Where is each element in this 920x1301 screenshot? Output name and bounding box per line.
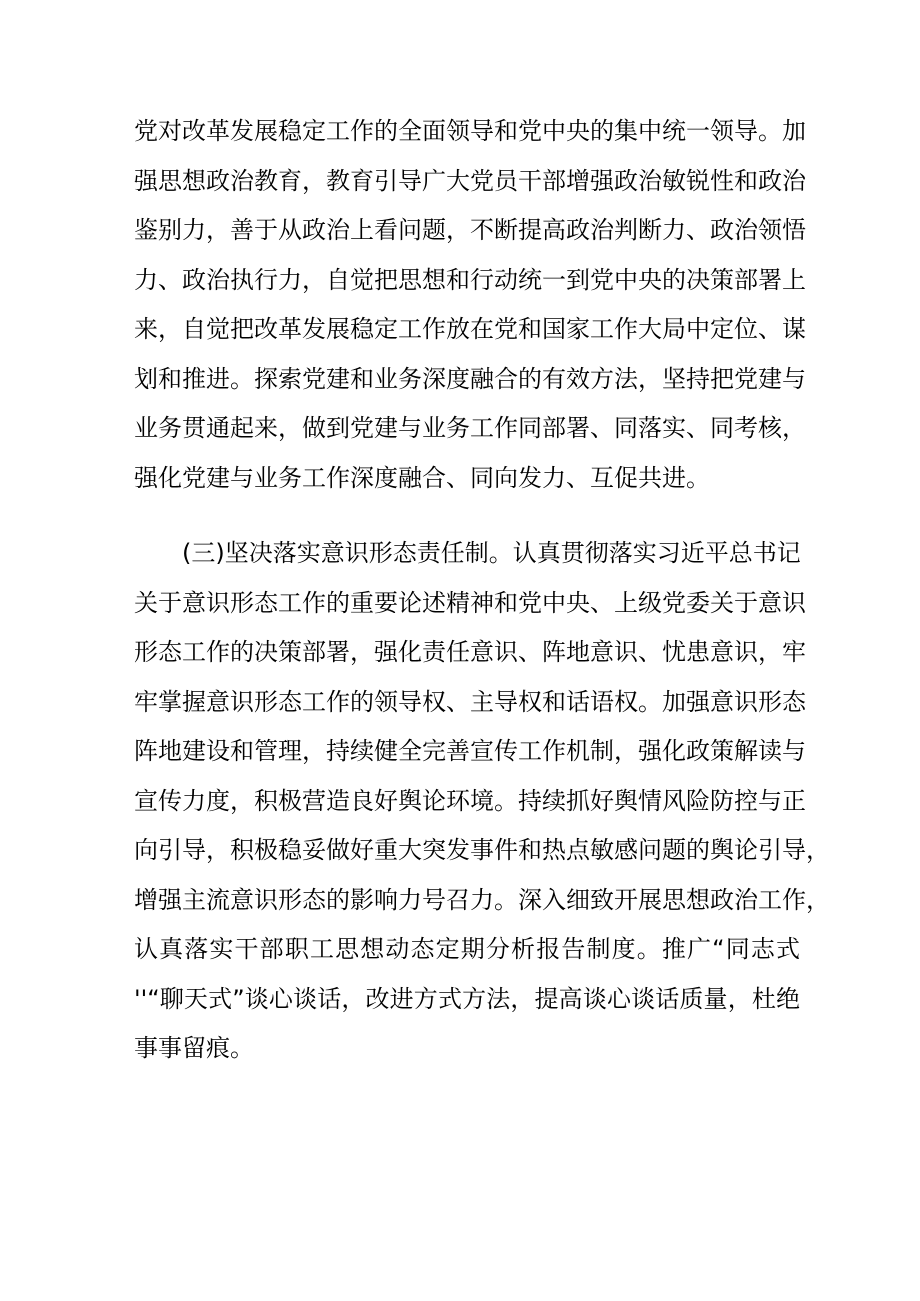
paragraph-line: 强思想政治教育，教育引导广大党员干部增强政治敏锐性和政治 (134, 167, 806, 195)
paragraph-line: 来，自觉把改革发展稳定工作放在党和国家工作大局中定位、谋 (134, 315, 806, 343)
paragraph-line: 向引导，积极稳妥做好重大突发事件和热点敏感问题的舆论引导， (134, 836, 830, 864)
paragraph-line: 党对改革发展稳定工作的全面领导和党中央的集中统一领导。加 (134, 117, 806, 145)
paragraph-line: (三)坚决落实意识形态责任制。认真贯彻落实习近平总书记 (182, 539, 801, 567)
paragraph-line: 业务贯通起来，做到党建与业务工作同部署、同落实、同考核， (134, 414, 806, 442)
paragraph-line: 关于意识形态工作的重要论述精神和党中央、上级党委关于意识 (134, 589, 806, 617)
paragraph-line: 力、政治执行力，自觉把思想和行动统一到党中央的决策部署上 (134, 266, 806, 294)
paragraph-line: 增强主流意识形态的影响力号召力。深入细致开展思想政治工作， (134, 886, 830, 914)
paragraph-line: 宣传力度，积极营造良好舆论环境。持续抓好舆情风险防控与正 (134, 787, 806, 815)
paragraph-line: 事事留痕。 (134, 1034, 254, 1062)
paragraph-line: 牢掌握意识形态工作的领导权、主导权和话语权。加强意识形态 (134, 688, 806, 716)
paragraph-line: 形态工作的决策部署，强化责任意识、阵地意识、忧患意识，牢 (134, 638, 806, 666)
paragraph-line: ''“聊天式”谈心谈话，改进方式方法，提高谈心谈话质量，杜绝 (134, 985, 800, 1013)
paragraph-line: 鉴别力，善于从政治上看问题，不断提高政治判断力、政治领悟 (134, 216, 806, 244)
paragraph-line: 阵地建设和管理，持续健全完善宣传工作机制，强化政策解读与 (134, 737, 806, 765)
paragraph-line: 划和推进。探索党建和业务深度融合的有效方法，坚持把党建与 (134, 365, 806, 393)
paragraph-line: 认真落实干部职工思想动态定期分析报告制度。推广“同志式 (134, 935, 800, 963)
paragraph-line: 强化党建与业务工作深度融合、同向发力、互促共进。 (134, 464, 710, 492)
